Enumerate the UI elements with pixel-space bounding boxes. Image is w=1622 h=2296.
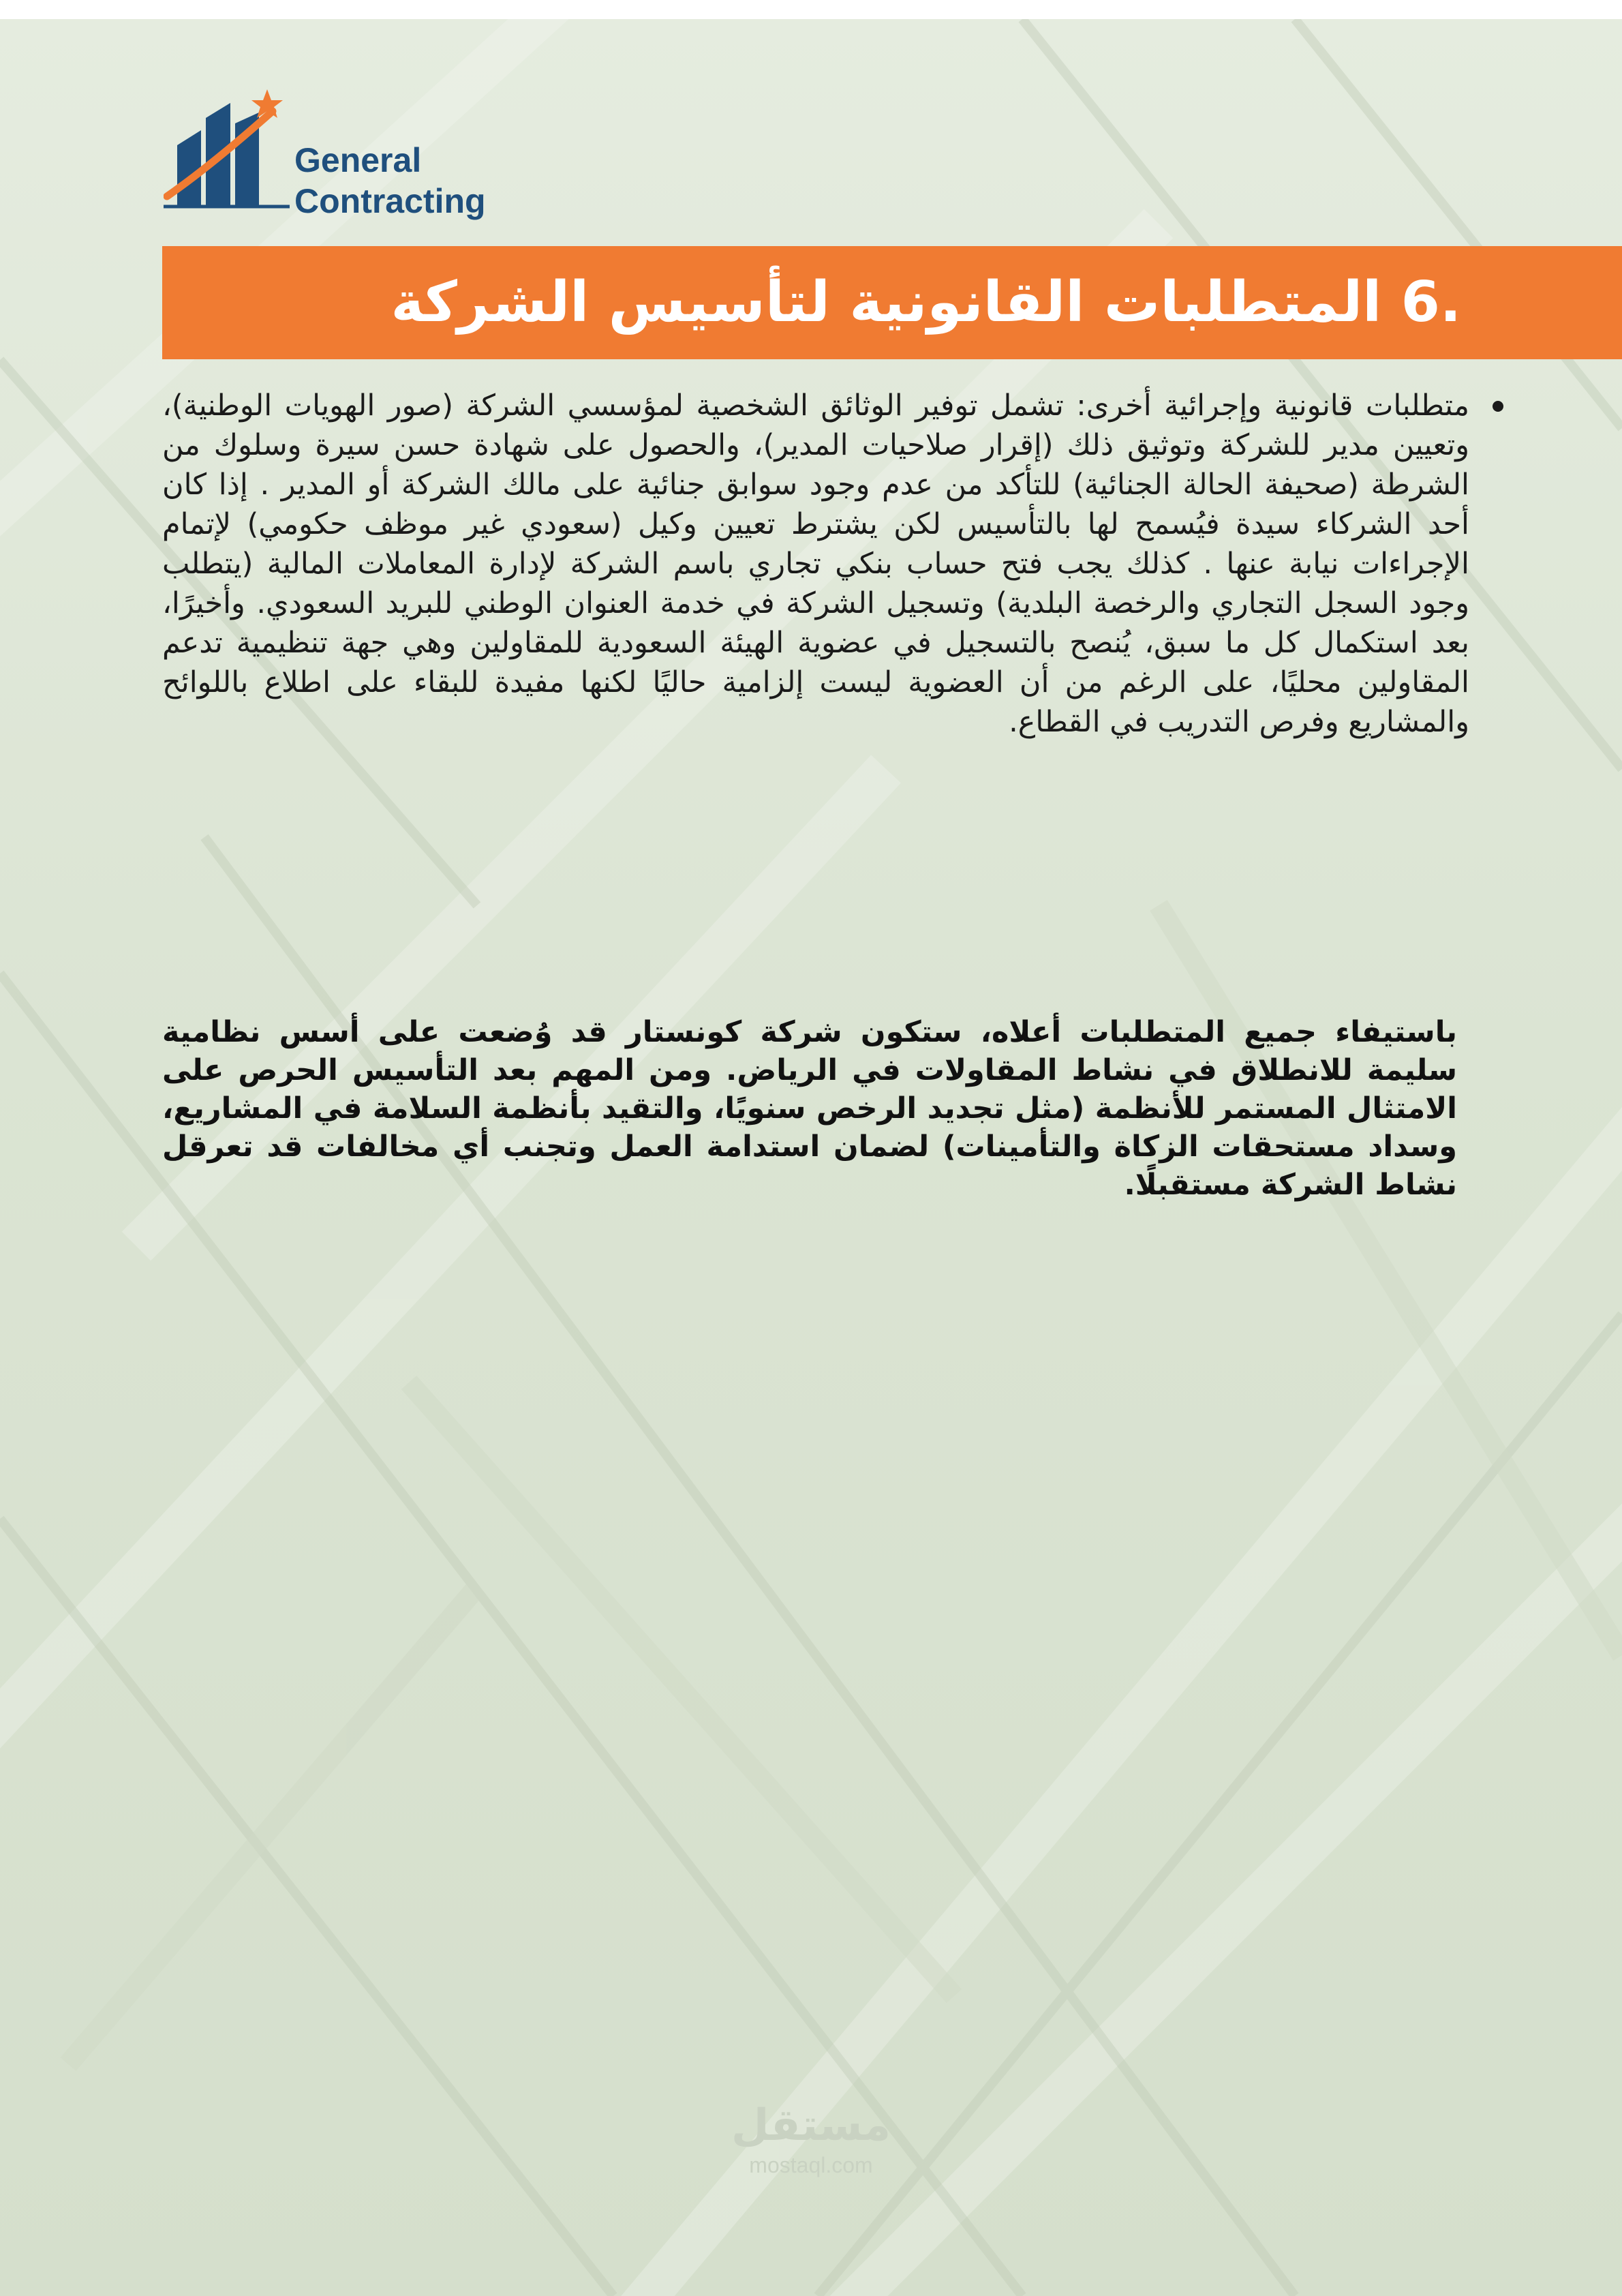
- site-watermark: [688, 2098, 934, 2177]
- logo-line-1: General: [294, 141, 422, 179]
- watermark-arabic: مستقل: [731, 2100, 891, 2151]
- requirements-bullet-item: [162, 386, 1469, 742]
- company-logo: [164, 70, 518, 234]
- building-logo-icon: [164, 70, 293, 220]
- watermark-url: mostaql.com: [749, 2153, 873, 2177]
- section-title: .6 المتطلبات القانونية لتأسيس الشركة: [391, 270, 1461, 335]
- bullet-icon: [1493, 401, 1503, 412]
- requirements-bullet-text: متطلبات قانونية وإجرائية أخرى: تشمل توفير الوثائق الشخصية لمؤسسي الشركة (صور الهويات الوطنية)، وتعيين مدير للشركة وتوثيق ذلك (إقرار صلاحيات المدير)، والحصول على شهادة حسن سيرة وسلوك من الشرطة (صحيفة الحالة الجنائية) للتأكد من عدم وجود سوابق جنائية على مالك الشركة أو المدير . إذا كان أحد الشركاء سيدة فيُسمح لها بالتأسيس لكن يشترط تعيين وكيل (سعودي غير موظف حكومي) لإتمام الإجراءات نيابة عنها . كذلك يجب فتح حساب بنكي تجاري باسم الشركة لإدارة المعاملات المالية (يتطلب وجود السجل التجاري والرخصة البلدية) وتسجيل الشركة في خدمة العنوان الوطني للبريد السعودي. وأخيرًا، بعد استكمال كل ما سبق، يُنصح بالتسجيل في عضوية الهيئة السعودية للمقاولين وهي جهة تنظيمية تدعم المقاولين محليًا، على الرغم من أن العضوية ليست إلزامية حاليًا لكنها مفيدة للبقاء على اطلاع باللوائح والمشاريع وفرص التدريب في القطاع.: [162, 389, 1469, 739]
- section-title-bar: [162, 246, 1622, 359]
- logo-line-2: Contracting: [294, 182, 486, 220]
- conclusion-paragraph: باستيفاء جميع المتطلبات أعلاه، ستكون شركة كونستار قد وُضعت على أسس نظامية سليمة للانطلاق في نشاط المقاولات في الرياض. ومن المهم بعد التأسيس الحرص على الامتثال المستمر للأنظمة (مثل تجديد الرخص سنويًا، والتقيد بأنظمة السلامة في المشاريع، وسداد مستحقات الزكاة والتأمينات) لضمان استدامة العمل وتجنب أي مخالفات قد تعرقل نشاط الشركة مستقبلًا.: [162, 1015, 1457, 1202]
- document-page: [0, 19, 1622, 2296]
- logo-wordmark: [294, 140, 486, 222]
